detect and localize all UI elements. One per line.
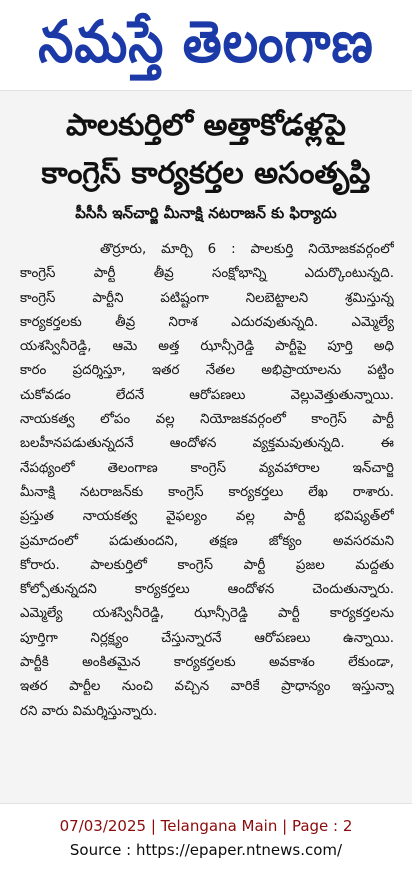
- article-line: కోరారు. పాలకుర్తిలో కాంగ్రెస్ పార్టీ ప్రజల మద్దతు: [20, 557, 394, 573]
- article-line: చుకోవడం లేదనే ఆరోపణలు వెల్లువెత్తుతున్నాయి.: [20, 387, 394, 403]
- article-line: ప్రమాదంలో పడుతుందని, తక్షణ జోక్యం అవసరమని: [20, 533, 394, 549]
- article-line: యశస్వినీరెడ్డి, ఆమె అత్త ఝాన్సీరెడ్డి పార్టీపై పూర్తి అధి: [20, 339, 394, 355]
- page-footer: [0, 814, 412, 862]
- edition-info: 07/03/2025 | Telangana Main | Page : 2: [59, 817, 353, 835]
- article-line: ఇతర పార్టీల నుంచి వచ్చిన వారికే ప్రాధాన్యం ఇస్తున్నా: [20, 679, 394, 695]
- article-line: తొర్రూరు, మార్చి 6 : పాలకుర్తి నియోజకవర్గంలో: [100, 242, 394, 257]
- article-line: కాంగ్రెస్ పార్టీ తీవ్ర సంక్షోభాన్ని ఎదుర్కొంటున్నది.: [20, 266, 394, 282]
- headline-line-2: కాంగ్రెస్ కార్యకర్తల అసంతృప్తి: [41, 156, 371, 191]
- article-line: పార్టీకి అంకితమైన కార్యకర్తలకు అవకాశం లేకుండా,: [20, 655, 394, 671]
- article-line: కాంగ్రెస్ పార్టీని పటిష్టంగా నిలబెట్టాలని శ్రమిస్తున్న: [20, 290, 394, 306]
- article-body: [20, 238, 394, 724]
- article-line: ప్రస్తుత నాయకత్వ వైఫల్యం వల్ల పార్టీ భవిష్యత్‌లో: [20, 509, 394, 525]
- article-line: మీనాక్షి నటరాజన్‌కు కాంగ్రెస్ కార్యకర్తలు లేఖ రాశారు.: [20, 484, 394, 500]
- article-line: ఎమ్మెల్యే యశస్వినీరెడ్డి, ఝాన్సీరెడ్డి పార్టీ కార్యకర్తలను: [20, 606, 394, 622]
- newspaper-title: నమస్తే తెలంగాణ: [38, 8, 374, 76]
- source-info: Source : https://epaper.ntnews.com/: [69, 841, 343, 859]
- article-line: రని వారు విమర్శిస్తున్నారు.: [20, 703, 158, 719]
- headline-line-1: పాలకుర్తిలో అత్తాకోడళ్లపై: [66, 108, 346, 143]
- subheadline: పీసీసీ ఇన్‌చార్జి మీనాక్షి నటరాజన్ కు ఫిర్యాదు: [75, 204, 337, 222]
- article-line: కార్యకర్తలకు తీవ్ర నిరాశ ఎదురవుతున్నది. ఎమ్మెల్యే: [20, 314, 394, 330]
- article-line: బలహీనపడుతున్నదనే ఆందోళన వ్యక్తమవుతున్నది. ఈ: [20, 436, 394, 452]
- article-line: కారం ప్రదర్శిస్తూ, ఇతర నేతల అభిప్రాయాలను పట్టిం: [20, 363, 394, 379]
- article-line: నేపథ్యంలో తెలంగాణ కాంగ్రెస్ వ్యవహారాల ఇన్‌చార్జి: [20, 460, 394, 476]
- article-line: కోల్పోతున్నదని కార్యకర్తలు ఆందోళన చెందుతున్నారు.: [20, 582, 394, 598]
- article-line: పూర్తిగా నిర్లక్ష్యం చేస్తున్నారనే ఆరోపణలు ఉన్నాయి.: [20, 630, 394, 646]
- masthead: [0, 0, 412, 84]
- article-line: నాయకత్వ లోపం వల్ల నియోజకవర్గంలో కాంగ్రెస్ పార్టీ: [20, 412, 394, 428]
